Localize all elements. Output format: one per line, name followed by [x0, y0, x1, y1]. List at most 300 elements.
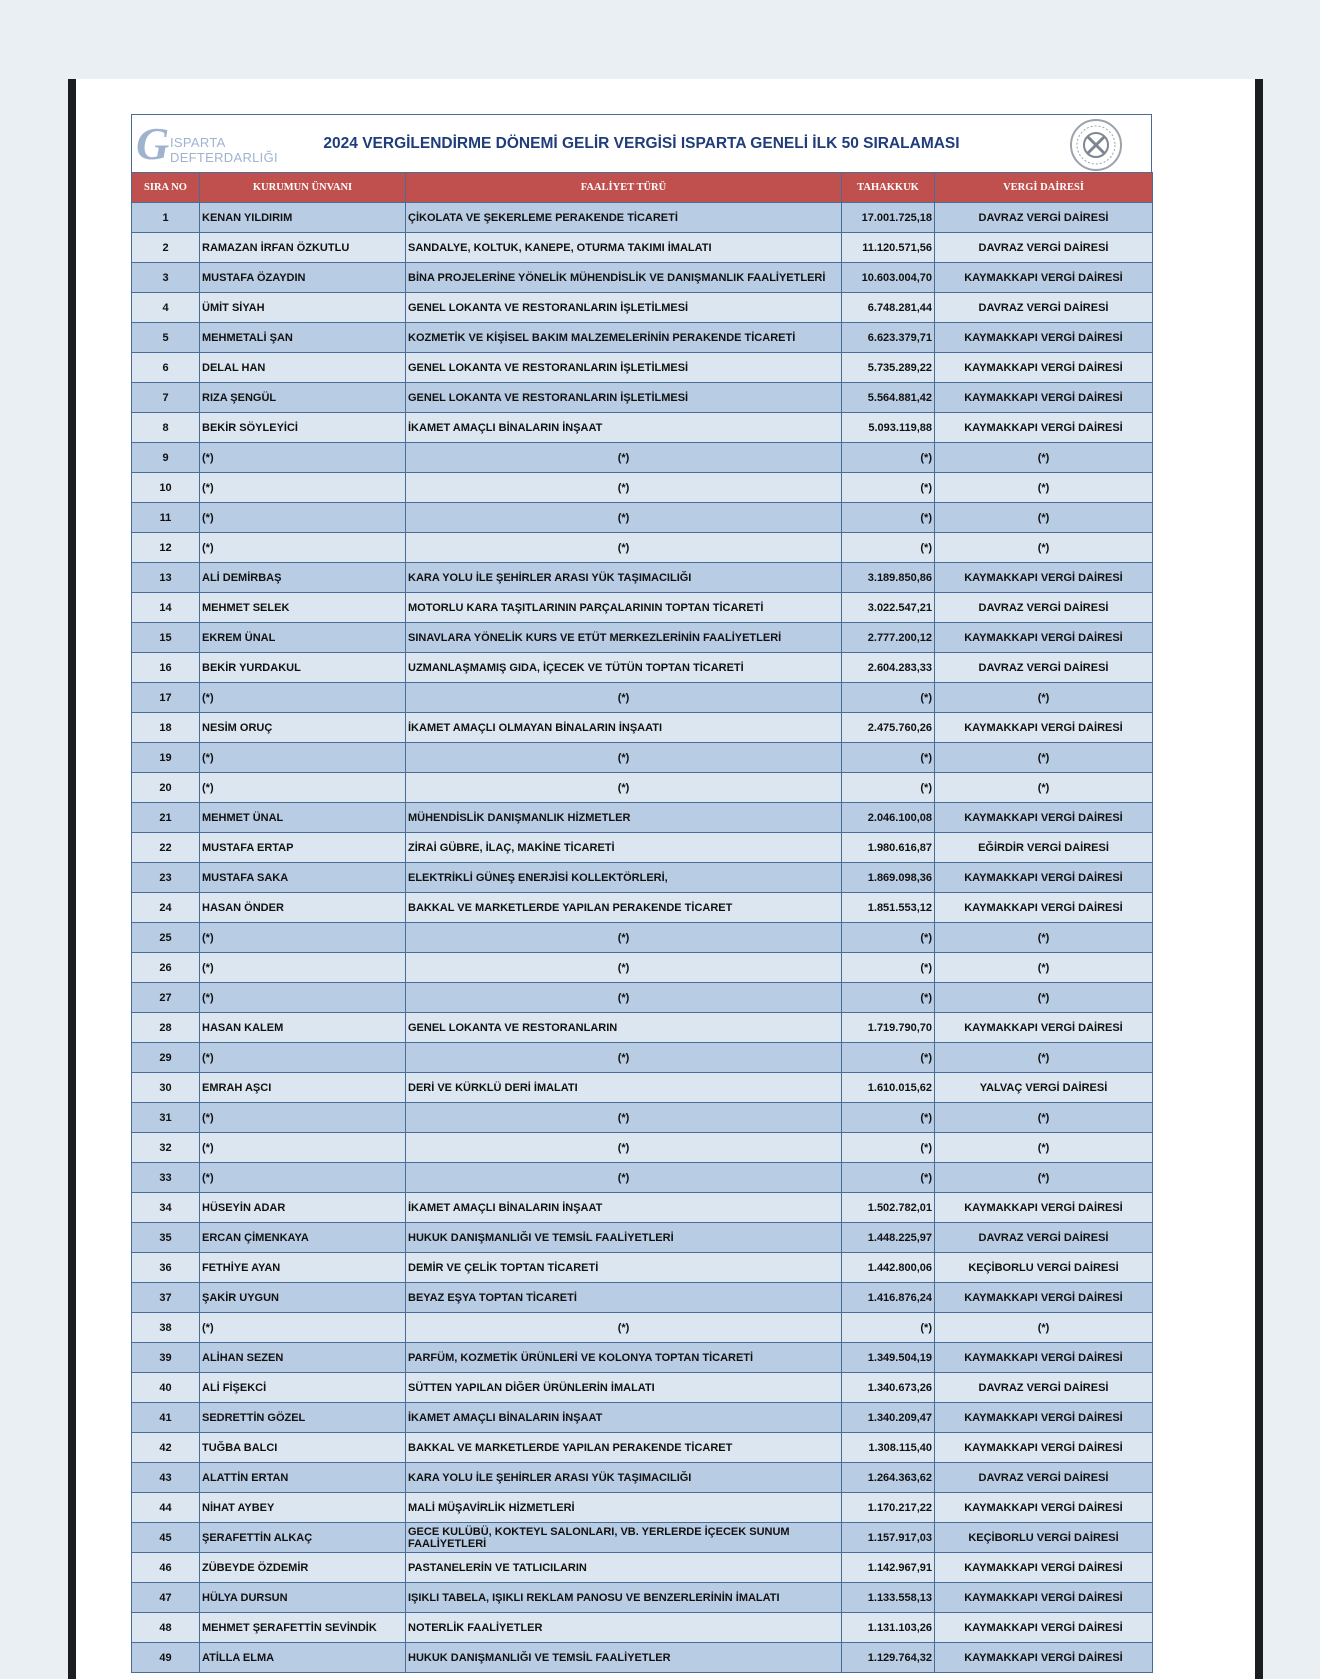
tax-office-cell: EĞİRDİR VERGİ DAİRESİ: [935, 833, 1153, 863]
amount-cell: (*): [842, 983, 935, 1013]
name-cell: RIZA ŞENGÜL: [200, 383, 406, 413]
amount-cell: (*): [842, 953, 935, 983]
rank-cell: 39: [132, 1343, 200, 1373]
tax-office-cell: KAYMAKKAPI VERGİ DAİRESİ: [935, 1553, 1153, 1583]
tax-office-cell: DAVRAZ VERGİ DAİRESİ: [935, 203, 1153, 233]
name-cell: ALATTİN ERTAN: [200, 1463, 406, 1493]
amount-cell: (*): [842, 533, 935, 563]
tax-office-cell: KEÇİBORLU VERGİ DAİRESİ: [935, 1253, 1153, 1283]
table-row: [132, 1103, 1153, 1133]
table-row: [132, 653, 1153, 683]
tax-office-cell: KAYMAKKAPI VERGİ DAİRESİ: [935, 263, 1153, 293]
rank-cell: 12: [132, 533, 200, 563]
name-cell: ALİ FİŞEKCİ: [200, 1373, 406, 1403]
rank-cell: 2: [132, 233, 200, 263]
table-row: [132, 1013, 1153, 1043]
activity-cell: BEYAZ EŞYA TOPTAN TİCARETİ: [406, 1283, 842, 1313]
activity-cell: (*): [406, 1313, 842, 1343]
tax-office-cell: (*): [935, 983, 1153, 1013]
name-cell: KENAN YILDIRIM: [200, 203, 406, 233]
table-row: [132, 1343, 1153, 1373]
rank-cell: 34: [132, 1193, 200, 1223]
table-row: [132, 263, 1153, 293]
tax-office-cell: KAYMAKKAPI VERGİ DAİRESİ: [935, 1583, 1153, 1613]
name-cell: (*): [200, 1163, 406, 1193]
rank-cell: 31: [132, 1103, 200, 1133]
activity-cell: KARA YOLU İLE ŞEHİRLER ARASI YÜK TAŞIMACILIĞI: [406, 563, 842, 593]
ministry-emblem-icon: [1069, 118, 1123, 172]
table-row: [132, 773, 1153, 803]
rank-cell: 6: [132, 353, 200, 383]
column-header-rank: SIRA NO: [132, 173, 200, 203]
tax-office-cell: KAYMAKKAPI VERGİ DAİRESİ: [935, 803, 1153, 833]
tax-office-cell: KAYMAKKAPI VERGİ DAİRESİ: [935, 1493, 1153, 1523]
table-row: [132, 983, 1153, 1013]
name-cell: MEHMET SELEK: [200, 593, 406, 623]
name-cell: (*): [200, 1103, 406, 1133]
table-row: [132, 413, 1153, 443]
activity-cell: SANDALYE, KOLTUK, KANEPE, OTURMA TAKIMI İMALATI: [406, 233, 842, 263]
rank-cell: 32: [132, 1133, 200, 1163]
table-row: [132, 323, 1153, 353]
name-cell: BEKİR SÖYLEYİCİ: [200, 413, 406, 443]
table-row: [132, 893, 1153, 923]
table-body: [132, 203, 1153, 1673]
amount-cell: (*): [842, 923, 935, 953]
amount-cell: 2.475.760,26: [842, 713, 935, 743]
tax-office-cell: KAYMAKKAPI VERGİ DAİRESİ: [935, 863, 1153, 893]
tax-office-cell: KAYMAKKAPI VERGİ DAİRESİ: [935, 323, 1153, 353]
amount-cell: 1.170.217,22: [842, 1493, 935, 1523]
activity-cell: MOTORLU KARA TAŞITLARININ PARÇALARININ TOPTAN TİCARETİ: [406, 593, 842, 623]
activity-cell: ELEKTRİKLİ GÜNEŞ ENERJİSİ KOLLEKTÖRLERİ,: [406, 863, 842, 893]
rank-cell: 9: [132, 443, 200, 473]
table-row: [132, 1613, 1153, 1643]
table-row: [132, 443, 1153, 473]
table-row: [132, 923, 1153, 953]
rank-cell: 47: [132, 1583, 200, 1613]
tax-office-cell: (*): [935, 1133, 1153, 1163]
amount-cell: 1.308.115,40: [842, 1433, 935, 1463]
tax-office-cell: DAVRAZ VERGİ DAİRESİ: [935, 1223, 1153, 1253]
table-row: [132, 1553, 1153, 1583]
rank-cell: 30: [132, 1073, 200, 1103]
tax-office-cell: (*): [935, 683, 1153, 713]
name-cell: MUSTAFA ÖZAYDIN: [200, 263, 406, 293]
rank-cell: 7: [132, 383, 200, 413]
activity-cell: GENEL LOKANTA VE RESTORANLARIN İŞLETİLMESİ: [406, 383, 842, 413]
name-cell: ATİLLA ELMA: [200, 1643, 406, 1673]
name-cell: ALİ DEMİRBAŞ: [200, 563, 406, 593]
tax-office-cell: KAYMAKKAPI VERGİ DAİRESİ: [935, 1403, 1153, 1433]
activity-cell: BİNA PROJELERİNE YÖNELİK MÜHENDİSLİK VE DANIŞMANLIK FAALİYETLERİ: [406, 263, 842, 293]
amount-cell: 1.610.015,62: [842, 1073, 935, 1103]
table-row: [132, 563, 1153, 593]
name-cell: EMRAH AŞCI: [200, 1073, 406, 1103]
name-cell: TUĞBA BALCI: [200, 1433, 406, 1463]
name-cell: MEHMET ŞERAFETTİN SEVİNDİK: [200, 1613, 406, 1643]
column-header-name: KURUMUN ÜNVANI: [200, 173, 406, 203]
rank-cell: 23: [132, 863, 200, 893]
tax-office-cell: KEÇİBORLU VERGİ DAİRESİ: [935, 1523, 1153, 1553]
name-cell: EKREM ÜNAL: [200, 623, 406, 653]
amount-cell: 3.189.850,86: [842, 563, 935, 593]
activity-cell: (*): [406, 1103, 842, 1133]
name-cell: NİHAT AYBEY: [200, 1493, 406, 1523]
amount-cell: (*): [842, 743, 935, 773]
name-cell: RAMAZAN İRFAN ÖZKUTLU: [200, 233, 406, 263]
tax-office-cell: (*): [935, 1163, 1153, 1193]
activity-cell: (*): [406, 683, 842, 713]
table-row: [132, 1283, 1153, 1313]
amount-cell: (*): [842, 773, 935, 803]
amount-cell: 6.623.379,71: [842, 323, 935, 353]
rank-cell: 38: [132, 1313, 200, 1343]
rank-cell: 27: [132, 983, 200, 1013]
tax-office-cell: KAYMAKKAPI VERGİ DAİRESİ: [935, 1343, 1153, 1373]
amount-cell: 1.442.800,06: [842, 1253, 935, 1283]
activity-cell: (*): [406, 953, 842, 983]
tax-office-cell: KAYMAKKAPI VERGİ DAİRESİ: [935, 383, 1153, 413]
activity-cell: İKAMET AMAÇLI BİNALARIN İNŞAAT: [406, 1193, 842, 1223]
name-cell: HASAN ÖNDER: [200, 893, 406, 923]
amount-cell: 1.349.504,19: [842, 1343, 935, 1373]
activity-cell: MÜHENDİSLİK DANIŞMANLIK HİZMETLER: [406, 803, 842, 833]
ranking-table: [131, 172, 1153, 1673]
name-cell: SEDRETTİN GÖZEL: [200, 1403, 406, 1433]
name-cell: (*): [200, 923, 406, 953]
table-row: [132, 593, 1153, 623]
amount-cell: (*): [842, 1313, 935, 1343]
rank-cell: 33: [132, 1163, 200, 1193]
activity-cell: İKAMET AMAÇLI BİNALARIN İNŞAAT: [406, 1403, 842, 1433]
rank-cell: 25: [132, 923, 200, 953]
amount-cell: 1.719.790,70: [842, 1013, 935, 1043]
table-row: [132, 1433, 1153, 1463]
logo-line1: ISPARTA: [170, 135, 226, 150]
tax-office-cell: KAYMAKKAPI VERGİ DAİRESİ: [935, 1283, 1153, 1313]
tax-office-cell: DAVRAZ VERGİ DAİRESİ: [935, 1463, 1153, 1493]
tax-office-cell: DAVRAZ VERGİ DAİRESİ: [935, 233, 1153, 263]
table-row: [132, 1253, 1153, 1283]
logo-mark-icon: G: [136, 118, 170, 169]
column-header-activity: FAALİYET TÜRÜ: [406, 173, 842, 203]
table-row: [132, 863, 1153, 893]
rank-cell: 4: [132, 293, 200, 323]
tax-office-cell: KAYMAKKAPI VERGİ DAİRESİ: [935, 563, 1153, 593]
document-page: [131, 114, 1152, 1673]
amount-cell: 11.120.571,56: [842, 233, 935, 263]
rank-cell: 28: [132, 1013, 200, 1043]
tax-office-cell: (*): [935, 773, 1153, 803]
amount-cell: 1.129.764,32: [842, 1643, 935, 1673]
table-row: [132, 503, 1153, 533]
rank-cell: 5: [132, 323, 200, 353]
logo-text: [170, 135, 278, 165]
table-row: [132, 1643, 1153, 1673]
name-cell: HASAN KALEM: [200, 1013, 406, 1043]
rank-cell: 20: [132, 773, 200, 803]
rank-cell: 48: [132, 1613, 200, 1643]
activity-cell: (*): [406, 773, 842, 803]
logo-line2: DEFTERDARLIĞI: [170, 150, 278, 165]
rank-cell: 13: [132, 563, 200, 593]
amount-cell: (*): [842, 503, 935, 533]
amount-cell: 1.448.225,97: [842, 1223, 935, 1253]
table-row: [132, 1463, 1153, 1493]
name-cell: (*): [200, 473, 406, 503]
rank-cell: 44: [132, 1493, 200, 1523]
tax-office-cell: KAYMAKKAPI VERGİ DAİRESİ: [935, 893, 1153, 923]
name-cell: MUSTAFA SAKA: [200, 863, 406, 893]
tax-office-cell: KAYMAKKAPI VERGİ DAİRESİ: [935, 353, 1153, 383]
name-cell: (*): [200, 1133, 406, 1163]
name-cell: NESİM ORUÇ: [200, 713, 406, 743]
activity-cell: SINAVLARA YÖNELİK KURS VE ETÜT MERKEZLERİNİN FAALİYETLERİ: [406, 623, 842, 653]
rank-cell: 11: [132, 503, 200, 533]
tax-office-cell: (*): [935, 953, 1153, 983]
table-row: [132, 1163, 1153, 1193]
amount-cell: (*): [842, 1133, 935, 1163]
rank-cell: 41: [132, 1403, 200, 1433]
amount-cell: 1.131.103,26: [842, 1613, 935, 1643]
tax-office-cell: DAVRAZ VERGİ DAİRESİ: [935, 1373, 1153, 1403]
activity-cell: (*): [406, 443, 842, 473]
activity-cell: GENEL LOKANTA VE RESTORANLARIN: [406, 1013, 842, 1043]
amount-cell: 1.133.558,13: [842, 1583, 935, 1613]
rank-cell: 18: [132, 713, 200, 743]
activity-cell: KOZMETİK VE KİŞİSEL BAKIM MALZEMELERİNİN PERAKENDE TİCARETİ: [406, 323, 842, 353]
activity-cell: GENEL LOKANTA VE RESTORANLARIN İŞLETİLMESİ: [406, 353, 842, 383]
rank-cell: 16: [132, 653, 200, 683]
table-row: [132, 1193, 1153, 1223]
tax-office-cell: KAYMAKKAPI VERGİ DAİRESİ: [935, 1433, 1153, 1463]
tax-office-cell: DAVRAZ VERGİ DAİRESİ: [935, 293, 1153, 323]
name-cell: (*): [200, 983, 406, 1013]
table-row: [132, 623, 1153, 653]
name-cell: ÜMİT SİYAH: [200, 293, 406, 323]
tax-office-cell: (*): [935, 743, 1153, 773]
tax-office-cell: KAYMAKKAPI VERGİ DAİRESİ: [935, 713, 1153, 743]
tax-office-cell: KAYMAKKAPI VERGİ DAİRESİ: [935, 413, 1153, 443]
rank-cell: 10: [132, 473, 200, 503]
table-row: [132, 203, 1153, 233]
activity-cell: DERİ VE KÜRKLÜ DERİ İMALATI: [406, 1073, 842, 1103]
tax-office-cell: KAYMAKKAPI VERGİ DAİRESİ: [935, 1613, 1153, 1643]
name-cell: MEHMET ÜNAL: [200, 803, 406, 833]
amount-cell: (*): [842, 473, 935, 503]
name-cell: ZÜBEYDE ÖZDEMİR: [200, 1553, 406, 1583]
page-title: 2024 VERGİLENDİRME DÖNEMİ GELİR VERGİSİ ISPARTA GENELİ İLK 50 SIRALAMASI: [323, 135, 960, 152]
table-row: [132, 383, 1153, 413]
name-cell: HÜSEYİN ADAR: [200, 1193, 406, 1223]
name-cell: (*): [200, 1043, 406, 1073]
amount-cell: 1.416.876,24: [842, 1283, 935, 1313]
tax-office-cell: KAYMAKKAPI VERGİ DAİRESİ: [935, 1013, 1153, 1043]
table-row: [132, 803, 1153, 833]
activity-cell: BAKKAL VE MARKETLERDE YAPILAN PERAKENDE TİCARET: [406, 893, 842, 923]
amount-cell: 1.340.209,47: [842, 1403, 935, 1433]
name-cell: ŞERAFETTİN ALKAÇ: [200, 1523, 406, 1553]
rank-cell: 8: [132, 413, 200, 443]
table-header-row: [132, 173, 1153, 203]
table-row: [132, 293, 1153, 323]
table-row: [132, 1583, 1153, 1613]
amount-cell: (*): [842, 1103, 935, 1133]
name-cell: HÜLYA DURSUN: [200, 1583, 406, 1613]
table-row: [132, 533, 1153, 563]
tax-office-cell: KAYMAKKAPI VERGİ DAİRESİ: [935, 1643, 1153, 1673]
amount-cell: 2.046.100,08: [842, 803, 935, 833]
defterdarlik-logo: [136, 118, 286, 169]
amount-cell: 6.748.281,44: [842, 293, 935, 323]
name-cell: (*): [200, 773, 406, 803]
rank-cell: 21: [132, 803, 200, 833]
amount-cell: 1.142.967,91: [842, 1553, 935, 1583]
amount-cell: 1.264.363,62: [842, 1463, 935, 1493]
name-cell: (*): [200, 953, 406, 983]
activity-cell: NOTERLİK FAALİYETLER: [406, 1613, 842, 1643]
amount-cell: 2.777.200,12: [842, 623, 935, 653]
table-row: [132, 1493, 1153, 1523]
amount-cell: 5.564.881,42: [842, 383, 935, 413]
tax-office-cell: (*): [935, 1103, 1153, 1133]
name-cell: (*): [200, 1313, 406, 1343]
activity-cell: (*): [406, 1163, 842, 1193]
amount-cell: (*): [842, 443, 935, 473]
amount-cell: 5.093.119,88: [842, 413, 935, 443]
name-cell: DELAL HAN: [200, 353, 406, 383]
rank-cell: 49: [132, 1643, 200, 1673]
activity-cell: (*): [406, 473, 842, 503]
activity-cell: MALİ MÜŞAVİRLİK HİZMETLERİ: [406, 1493, 842, 1523]
activity-cell: PASTANELERİN VE TATLICILARIN: [406, 1553, 842, 1583]
activity-cell: SÜTTEN YAPILAN DİĞER ÜRÜNLERİN İMALATI: [406, 1373, 842, 1403]
activity-cell: (*): [406, 503, 842, 533]
name-cell: ŞAKİR UYGUN: [200, 1283, 406, 1313]
activity-cell: (*): [406, 923, 842, 953]
table-row: [132, 1313, 1153, 1343]
table-row: [132, 1133, 1153, 1163]
activity-cell: İKAMET AMAÇLI BİNALARIN İNŞAAT: [406, 413, 842, 443]
table-row: [132, 743, 1153, 773]
rank-cell: 42: [132, 1433, 200, 1463]
amount-cell: 1.851.553,12: [842, 893, 935, 923]
amount-cell: 10.603.004,70: [842, 263, 935, 293]
activity-cell: BAKKAL VE MARKETLERDE YAPILAN PERAKENDE TİCARET: [406, 1433, 842, 1463]
table-row: [132, 953, 1153, 983]
rank-cell: 24: [132, 893, 200, 923]
amount-cell: 3.022.547,21: [842, 593, 935, 623]
amount-cell: (*): [842, 1163, 935, 1193]
table-row: [132, 1073, 1153, 1103]
rank-cell: 29: [132, 1043, 200, 1073]
activity-cell: İKAMET AMAÇLI OLMAYAN BİNALARIN İNŞAATI: [406, 713, 842, 743]
amount-cell: (*): [842, 1043, 935, 1073]
name-cell: BEKİR YURDAKUL: [200, 653, 406, 683]
table-row: [132, 833, 1153, 863]
rank-cell: 17: [132, 683, 200, 713]
table-row: [132, 233, 1153, 263]
rank-cell: 46: [132, 1553, 200, 1583]
activity-cell: IŞIKLI TABELA, IŞIKLI REKLAM PANOSU VE BENZERLERİNİN İMALATI: [406, 1583, 842, 1613]
activity-cell: (*): [406, 1133, 842, 1163]
activity-cell: GECE KULÜBÜ, KOKTEYL SALONLARI, VB. YERLERDE İÇECEK SUNUM FAALİYETLERİ: [406, 1523, 842, 1553]
amount-cell: 5.735.289,22: [842, 353, 935, 383]
amount-cell: (*): [842, 683, 935, 713]
tax-office-cell: (*): [935, 533, 1153, 563]
tax-office-cell: (*): [935, 503, 1153, 533]
name-cell: (*): [200, 533, 406, 563]
rank-cell: 36: [132, 1253, 200, 1283]
name-cell: (*): [200, 443, 406, 473]
name-cell: (*): [200, 743, 406, 773]
activity-cell: PARFÜM, KOZMETİK ÜRÜNLERİ VE KOLONYA TOPTAN TİCARETİ: [406, 1343, 842, 1373]
rank-cell: 1: [132, 203, 200, 233]
table-row: [132, 683, 1153, 713]
activity-cell: (*): [406, 1043, 842, 1073]
tax-office-cell: (*): [935, 443, 1153, 473]
activity-cell: UZMANLAŞMAMIŞ GIDA, İÇECEK VE TÜTÜN TOPTAN TİCARETİ: [406, 653, 842, 683]
name-cell: (*): [200, 683, 406, 713]
activity-cell: GENEL LOKANTA VE RESTORANLARIN İŞLETİLMESİ: [406, 293, 842, 323]
tax-office-cell: DAVRAZ VERGİ DAİRESİ: [935, 593, 1153, 623]
rank-cell: 22: [132, 833, 200, 863]
name-cell: ALİHAN SEZEN: [200, 1343, 406, 1373]
tax-office-cell: (*): [935, 1313, 1153, 1343]
table-row: [132, 1043, 1153, 1073]
amount-cell: 1.869.098,36: [842, 863, 935, 893]
name-cell: (*): [200, 503, 406, 533]
activity-cell: (*): [406, 983, 842, 1013]
tax-office-cell: KAYMAKKAPI VERGİ DAİRESİ: [935, 1193, 1153, 1223]
rank-cell: 14: [132, 593, 200, 623]
table-row: [132, 1223, 1153, 1253]
name-cell: ERCAN ÇİMENKAYA: [200, 1223, 406, 1253]
column-header-tax-office: VERGİ DAİRESİ: [935, 173, 1153, 203]
name-cell: MEHMETALİ ŞAN: [200, 323, 406, 353]
table-row: [132, 473, 1153, 503]
rank-cell: 19: [132, 743, 200, 773]
amount-cell: 1.157.917,03: [842, 1523, 935, 1553]
table-row: [132, 1403, 1153, 1433]
activity-cell: HUKUK DANIŞMANLIĞI VE TEMSİL FAALİYETLERİ: [406, 1223, 842, 1253]
table-row: [132, 353, 1153, 383]
rank-cell: 40: [132, 1373, 200, 1403]
rank-cell: 26: [132, 953, 200, 983]
tax-office-cell: (*): [935, 923, 1153, 953]
tax-office-cell: (*): [935, 473, 1153, 503]
rank-cell: 3: [132, 263, 200, 293]
rank-cell: 43: [132, 1463, 200, 1493]
document-header: [131, 114, 1152, 172]
activity-cell: KARA YOLU İLE ŞEHİRLER ARASI YÜK TAŞIMACILIĞI: [406, 1463, 842, 1493]
rank-cell: 45: [132, 1523, 200, 1553]
amount-cell: 1.502.782,01: [842, 1193, 935, 1223]
activity-cell: ÇİKOLATA VE ŞEKERLEME PERAKENDE TİCARETİ: [406, 203, 842, 233]
rank-cell: 35: [132, 1223, 200, 1253]
activity-cell: DEMİR VE ÇELİK TOPTAN TİCARETİ: [406, 1253, 842, 1283]
amount-cell: 1.340.673,26: [842, 1373, 935, 1403]
table-row: [132, 1373, 1153, 1403]
amount-cell: 2.604.283,33: [842, 653, 935, 683]
name-cell: MUSTAFA ERTAP: [200, 833, 406, 863]
amount-cell: 17.001.725,18: [842, 203, 935, 233]
activity-cell: HUKUK DANIŞMANLIĞI VE TEMSİL FAALİYETLER: [406, 1643, 842, 1673]
rank-cell: 37: [132, 1283, 200, 1313]
tax-office-cell: KAYMAKKAPI VERGİ DAİRESİ: [935, 623, 1153, 653]
activity-cell: (*): [406, 743, 842, 773]
